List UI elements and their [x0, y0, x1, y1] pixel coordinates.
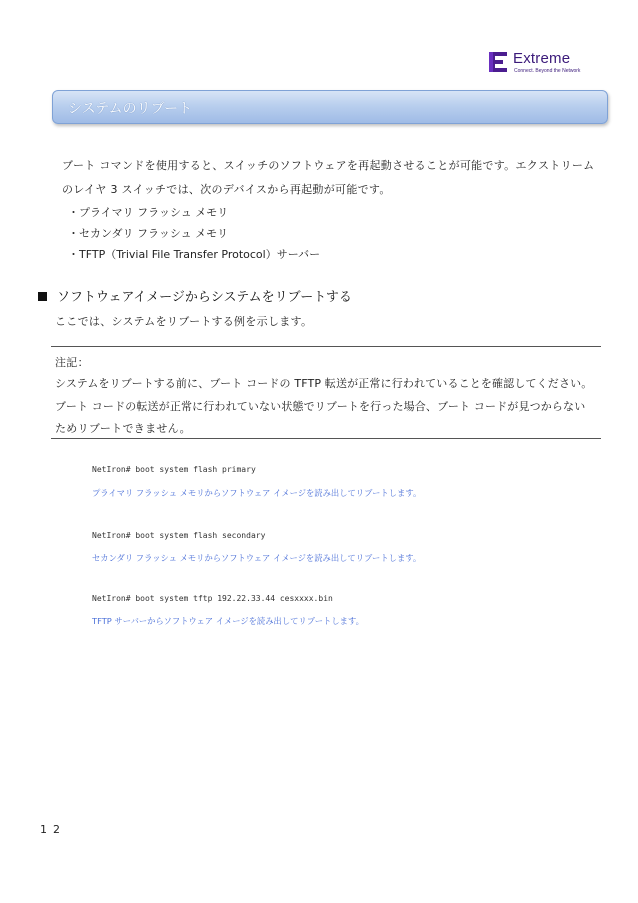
section-title: システムのリブート: [68, 101, 193, 117]
example-command: NetIron# boot system flash primary: [92, 465, 256, 474]
example-command: NetIron# boot system tftp 192.22.33.44 cesxxxx.bin: [92, 594, 333, 603]
example-description: プライマリ フラッシュ メモリからソフトウェア イメージを読み出してリブートします。: [92, 488, 422, 498]
logo-brand-text: Extreme: [513, 50, 571, 67]
intro-line-1: ブート コマンドを使用すると、スイッチのソフトウェアを再起動させることが可能です。エクストリーム: [62, 159, 595, 172]
note-line-1: システムをリブートする前に、ブート コードの TFTP 転送が正常に行われていることを確認してください。: [55, 377, 593, 390]
bullet-item: ・セカンダリ フラッシュ メモリ: [68, 227, 229, 240]
example-description: セカンダリ フラッシュ メモリからソフトウェア イメージを読み出してリブートします。: [92, 553, 422, 563]
subsection-heading: [38, 286, 352, 305]
square-bullet-icon: [38, 292, 47, 301]
note-top-rule: [51, 346, 601, 347]
subsection-title: ソフトウェアイメージからシステムをリブートする: [57, 290, 352, 305]
section-title-banner: [52, 90, 608, 124]
bullet-item: ・TFTP（Trivial File Transfer Protocol）サーバー: [68, 248, 321, 261]
note-line-3: ためリブートできません。: [55, 422, 191, 435]
example-command: NetIron# boot system flash secondary: [92, 531, 266, 540]
subsection-description: ここでは、システムをリブートする例を示します。: [55, 315, 313, 328]
logo-tagline: Connect. Beyond the Network: [514, 68, 581, 74]
example-description: TFTP サーバーからソフトウェア イメージを読み出してリブートします。: [92, 616, 364, 626]
note-bottom-rule: [51, 438, 601, 439]
note-line-2: ブート コードの転送が正常に行われていない状態でリブートを行った場合、ブート コードが見つからない: [55, 400, 586, 413]
extreme-logo-mark-icon: [487, 50, 509, 74]
bullet-item: ・プライマリ フラッシュ メモリ: [68, 206, 229, 219]
note-label: 注記：: [55, 356, 89, 369]
extreme-logo: [487, 48, 605, 80]
page-number: 12: [40, 823, 66, 836]
intro-line-2: のレイヤ 3 スイッチでは、次のデバイスから再起動が可能です。: [62, 183, 391, 196]
